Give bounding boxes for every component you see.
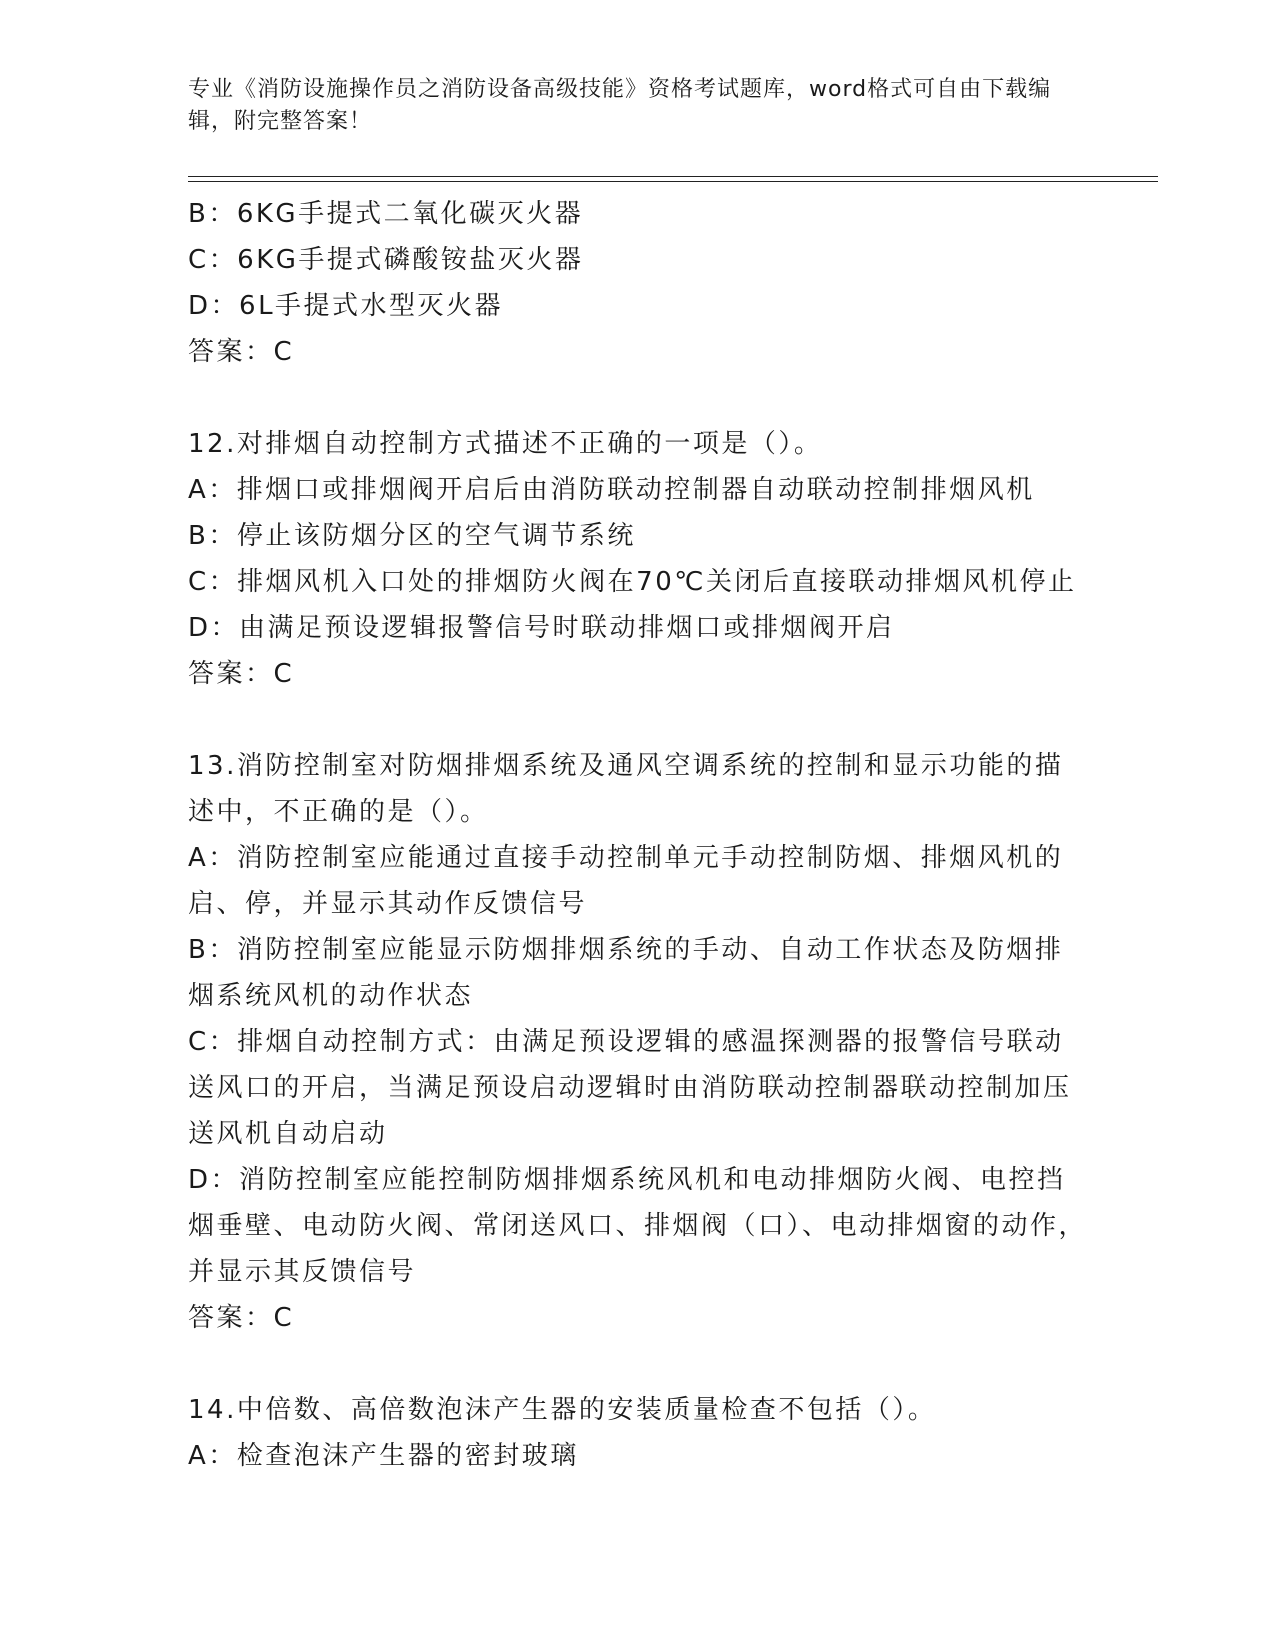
spacer xyxy=(188,375,1088,421)
question-13 xyxy=(188,743,1088,1341)
option-d: D：6L手提式水型灭火器 xyxy=(188,291,504,321)
answer: 答案：C xyxy=(188,1303,295,1333)
option-b: B：停止该防烟分区的空气调节系统 xyxy=(188,521,636,551)
option-d: D：消防控制室应能控制防烟排烟系统风机和电动排烟防火阀、电控挡烟垂壁、电动防火阀、常闭送风口、排烟阀（口）、电动排烟窗的动作，并显示其反馈信号 xyxy=(188,1165,1088,1287)
question-11 xyxy=(188,191,1088,375)
option-c: C：排烟自动控制方式：由满足预设逻辑的感温探测器的报警信号联动送风口的开启，当满足预设启动逻辑时由消防联动控制器联动控制加压送风机自动启动 xyxy=(188,1027,1072,1149)
option-c: C：6KG手提式磷酸铵盐灭火器 xyxy=(188,245,584,275)
answer: 答案：C xyxy=(188,659,295,689)
spacer xyxy=(188,1341,1088,1387)
option-a: A：检查泡沫产生器的密封玻璃 xyxy=(188,1441,579,1471)
question-list xyxy=(188,191,1088,1479)
question-stem: 13.消防控制室对防烟排烟系统及通风空调系统的控制和显示功能的描述中，不正确的是（）。 xyxy=(188,751,1064,827)
option-a: A：消防控制室应能通过直接手动控制单元手动控制防烟、排烟风机的启、停，并显示其动作反馈信号 xyxy=(188,843,1064,919)
option-c: C：排烟风机入口处的排烟防火阀在70℃关闭后直接联动排烟风机停止 xyxy=(188,567,1077,597)
question-14 xyxy=(188,1387,1088,1479)
option-b: B：消防控制室应能显示防烟排烟系统的手动、自动工作状态及防烟排烟系统风机的动作状态 xyxy=(188,935,1064,1011)
question-stem: 12.对排烟自动控制方式描述不正确的一项是（）。 xyxy=(188,429,823,459)
question-12 xyxy=(188,421,1088,697)
question-stem: 14.中倍数、高倍数泡沫产生器的安装质量检查不包括（）。 xyxy=(188,1395,937,1425)
option-b: B：6KG手提式二氧化碳灭火器 xyxy=(188,199,584,229)
header-divider xyxy=(188,176,1158,182)
option-d: D：由满足预设逻辑报警信号时联动排烟口或排烟阀开启 xyxy=(188,613,895,643)
answer: 答案：C xyxy=(188,337,295,367)
document-header: 专业《消防设施操作员之消防设备高级技能》资格考试题库，word格式可自由下载编辑，附完整答案！ xyxy=(188,77,1052,134)
spacer xyxy=(188,697,1088,743)
option-a: A：排烟口或排烟阀开启后由消防联动控制器自动联动控制排烟风机 xyxy=(188,475,1035,505)
